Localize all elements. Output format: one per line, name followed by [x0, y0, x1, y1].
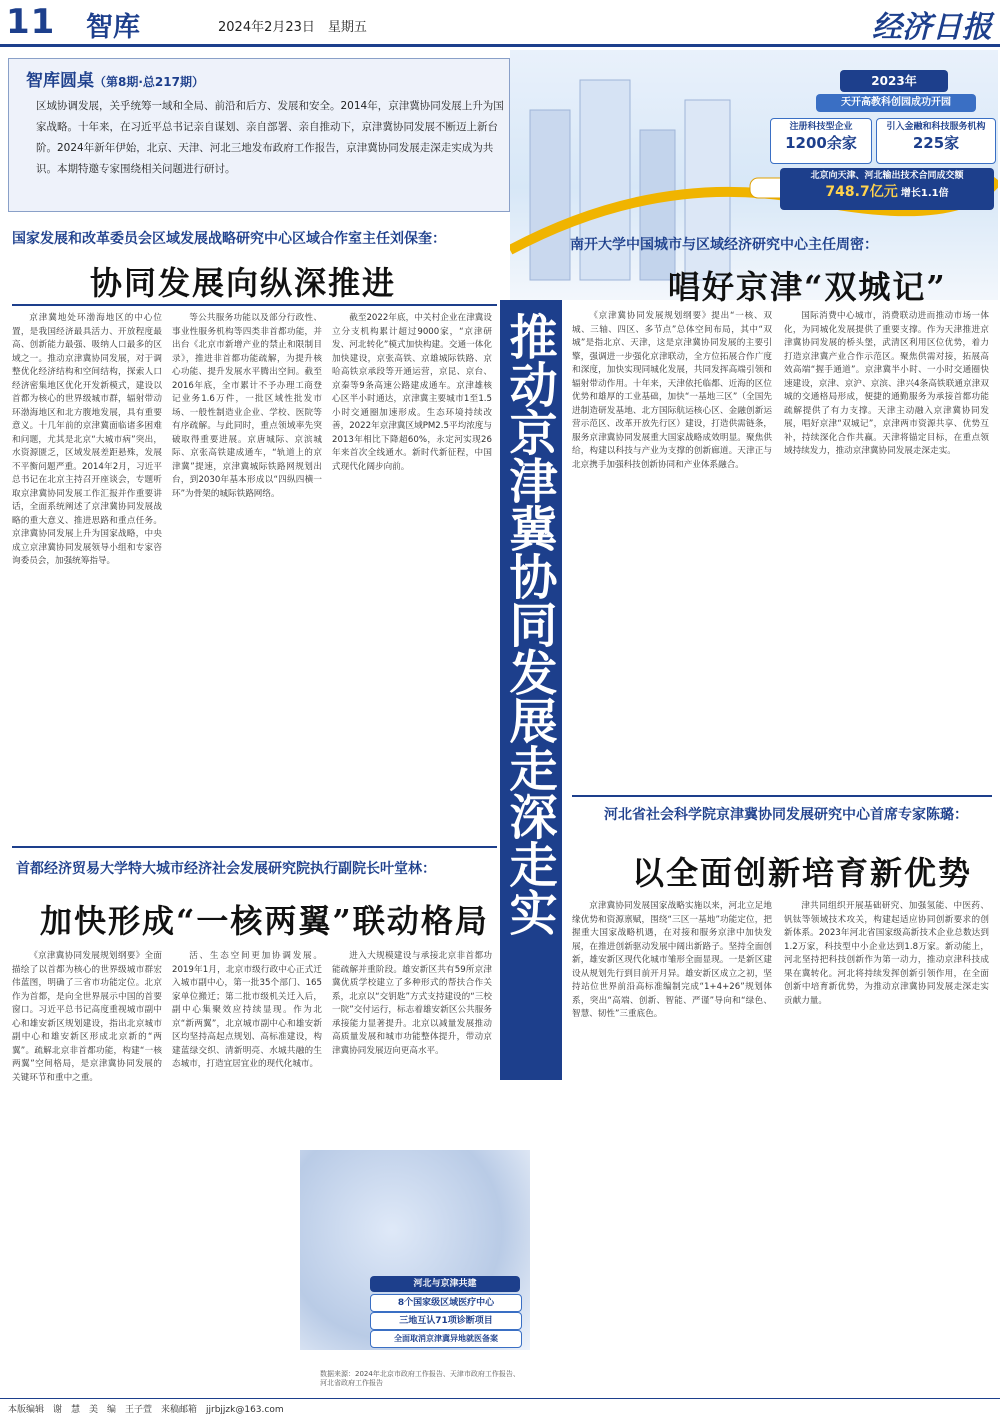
page-header — [0, 0, 1000, 47]
article-2-col-1: 《京津冀协同发展规划纲要》提出“一核、双城、三轴、四区、多节点”总体空间布局，其中“双城”是指北京、天津，这是京津冀协同发展的主要引擎，强调进一步强化京津联动，全方位拓展合作广度和深度，加快实现同城化发展，共同发挥高端引领和辐射带动作用。十年来，天津依托临都、近海的区位优势和雄厚的工业基础，加快“一基地三区”（全国先进制造研发基地、北方国际航运核心区、金融创新运营示范区、改革开放先行区）建设，打造供需链条，服务京津冀协同发展重大国家战略成效明显。聚焦供给，构建以科技与产业为支撑的创新廊道。天津正与北京携手加强科技创新协同和产业体系融合。 — [572, 311, 772, 470]
article-1-col-3: 截至2022年底，中关村企业在津冀设立分支机构累计超过9000家，“京津研发、河北转化”模式加快构建。交通一体化加快建设，京张高铁、京雄城际铁路、京哈高铁京承段等开通运营，京昆、京台、京秦等9条高速公路建成通车。京津雄核心区半小时通达，京津冀主要城市1至1.5小时交通圈加速形成。生态环境持续改善，2022年京津冀区域PM2.5平均浓度与2013年相比下降超60%，永定河实现26年来首次全线通水。新时代新征程，中国式现代化阔步向前。 — [332, 313, 492, 472]
article-4-col-2: 津共同组织开展基础研究、加强氢能、中医药、钒钛等领域技术攻关，构建起适应协同创新要求的创新体系。2023年河北省国家级高新技术企业总数达到1.2万家，科技型中小企业达到1.8万家。新动能上，河北坚持把科技创新作为第一动力，推动京津科技成果在冀转化。河北将持续发挥创新引领作用，在全面创新中培育新优势，为推动京津冀协同发展走深走实贡献力量。 — [784, 901, 989, 1006]
article-3-title: 加快形成“一核两翼”联动格局 — [40, 902, 489, 940]
editor-credits: 本版编辑 谢 慧 美 编 王子萱 来稿邮箱 jjrbjjzk@163.com — [8, 1405, 284, 1415]
hero-stat-3: 引入金融和科技服务机构 225家 — [876, 118, 996, 164]
divider — [572, 795, 992, 797]
article-1-title: 协同发展向纵深推进 — [90, 264, 397, 302]
article-4-title: 以全面创新培育新优势 — [632, 854, 973, 892]
article-1-author: 国家发展和改革委员会区域发展战略研究中心区域合作室主任刘保奎： — [12, 231, 446, 247]
article-1-col-2: 等公共服务功能以及部分行政性、事业性服务机构等四类非首都功能，并出台《北京市新增产业的禁止和限制目录》，推进非首都功能疏解，为提升核心功能、提升发展水平腾出空间。截至2016年底，全市累计不予办理工商登记业务1.6万件，一批区域性批发市场、一般性制造业企业、学校、医院等有序疏解。与此同时，重点领域率先突破取得重要进展。京唐城际、京滨城际、京张高铁建成通车，“轨道上的京津冀”提速，京津冀城际铁路网规划出台，到2030年基本形成以“四纵四横一环”为骨架的城际铁路网络。 — [172, 313, 322, 499]
article-3-col-1: 《京津冀协同发展规划纲要》全面描绘了以首都为核心的世界级城市群宏伟蓝图，明确了三省市功能定位。北京作为首都，是向全世界展示中国的首要窗口。习近平总书记高度重视城市副中心和雄安新区规划建设，指出北京城市副中心和雄安新区形成北京新的“两翼”。疏解北京非首都功能，构建“一核两翼”空间格局，是京津冀协同发展的关键环节和重中之重。 — [12, 951, 162, 1083]
divider — [12, 846, 497, 848]
hero-year: 2023年 — [840, 70, 948, 92]
article-3-col-3: 进入大规模建设与承接北京非首都功能疏解并重阶段。雄安新区共有59所京津冀优质学校建立了多种形式的帮扶合作关系，北京以“交钥匙”方式支持建设的“三校一院”交付运行，标志着雄安新区公共服务承接能力显著提升。北京以减量发展推动高质量发展和城市功能整体提升，带动京津冀协同发展迈向更高水平。 — [332, 951, 492, 1056]
issue-date: 2024年2月23日 星期五 — [218, 20, 367, 35]
cube-label-1: 河北与京津共建 — [370, 1276, 520, 1292]
hero-stat-4: 北京向天津、河北输出技术合同成交额 748.7亿元 增长1.1倍 — [780, 168, 994, 210]
column-title: 智库圆桌（第8期·总217期） — [26, 71, 204, 91]
cube-label-3: 三地互认71项诊断项目 — [370, 1312, 522, 1330]
hero-stat-2: 注册科技型企业 1200余家 — [770, 118, 872, 164]
section-name: 智库 — [86, 12, 140, 43]
article-3-author: 首都经济贸易大学特大城市经济社会发展研究院执行副院长叶堂林： — [16, 861, 436, 877]
article-4-author: 河北省社会科学院京津冀协同发展研究中心首席专家陈璐： — [604, 807, 968, 823]
masthead-logo: 经济日报 — [872, 10, 992, 45]
article-2-title: 唱好京津“双城记” — [668, 268, 947, 306]
article-3-col-2: 活、生态空间更加协调发展。2019年1月，北京市级行政中心正式迁入城市副中心，第一批35个部门、165家单位搬迁；第二批市级机关迁入后，副中心集聚效应持续显现。作为北京“新两翼”，北京城市副中心和雄安新区均坚持高起点规划、高标准建设，构建蓝绿交织、清新明亮、水城共融的生态城市，打造宜居宜业的现代化城市。 — [172, 951, 322, 1069]
intro-text: 区域协调发展，关乎统筹一域和全局、前沿和后方、发展和安全。2014年，京津冀协同发展上升为国家战略。十年来，在习近平总书记亲自谋划、亲自部署、亲自推动下，京津冀协同发展不断迈上新台阶。2024年新年伊始，北京、天津、河北三地发布政府工作报告，京津冀协同发展走深走实成为共识。本期特邀专家围绕相关问题进行研讨。 — [36, 100, 504, 175]
article-2-col-2: 国际消费中心城市，消费联动进而推动市场一体化，为同城化发展提供了重要支撑。作为天津推进京津冀协同发展的桥头堡，武清区利用区位优势，着力打造京津冀产业合作示范区。聚焦供需对接，拓展高效高端“握手通道”。京津冀半小时、一小时交通圈快速建设，京津、京沪、京滨、津兴4条高铁联通京津双城的交通格局形成，便捷的通勤服务为承接首都功能疏解提供了有力支撑。天津主动融入京津冀协同发展，唱好京津“双城记”，京津两市资源共享、优势互补，持续深化合作共赢。天津将锚定目标，在重点领域持续发力，推动京津冀协同发展走深走实。 — [784, 311, 989, 456]
cube-label-2: 8个国家级区域医疗中心 — [370, 1294, 522, 1312]
main-title: 推动京津冀协同发展走深走实 — [501, 312, 557, 936]
article-2-author: 南开大学中国城市与区域经济研究中心主任周密： — [570, 237, 878, 253]
article-1-col-1: 京津冀地处环渤海地区的中心位置，是我国经济最具活力、开放程度最高、创新能力最强、吸纳人口最多的区域之一。推动京津冀协同发展，对于调整优化经济结构和空间结构，探索人口经济密集地区优化开发新模式，建设以首都为核心的世界级城市群，辐射带动环渤海地区和北方腹地发展，具有重要意义。十几年前的京津冀面临诸多困难和问题，尤其是北京“大城市病”突出，水资源匮乏，区域发展差距悬殊，发展不平衡问题严重。2014年2月，习近平总书记在北京主持召开座谈会，专题听取京津冀协同发展工作汇报并作重要讲话，全面系统阐述了京津冀协同发展战略的重大意义、推进思路和重点任务。京津冀协同发展上升为国家战略，中央成立京津冀协同发展领导小组和专家咨询委员会，加强统筹指导。 — [12, 313, 162, 566]
page-number: 11 — [6, 2, 56, 42]
divider — [12, 304, 497, 306]
cube-label-4: 全面取消京津冀异地就医备案 — [370, 1330, 522, 1348]
info-cube-illustration — [300, 1150, 530, 1350]
page-footer — [0, 1398, 1000, 1418]
article-4-col-1: 京津冀协同发展国家战略实施以来，河北立足地缘优势和资源禀赋，围绕“三区一基地”功能定位，把握重大国家战略机遇，在对接和服务京津中加快发展，在推进创新驱动发展中阔出新路子。坚持全面创新，雄安新区现代化城市雏形全面显现。一是新区建设从规划先行到目前开月异。雄安新区成立之初，坚持站位世界前沿高标准编制完成“1+4+26”规划体系，突出“高端、创新、智能、严谨”导向和“绿色、智慧、韧性”三重底色。 — [572, 901, 772, 1019]
hero-stat-1: 天开高教科创园成功开园 — [816, 94, 976, 112]
data-source: 数据来源：2024年北京市政府工作报告、天津市政府工作报告、河北省政府工作报告 — [320, 1370, 520, 1387]
